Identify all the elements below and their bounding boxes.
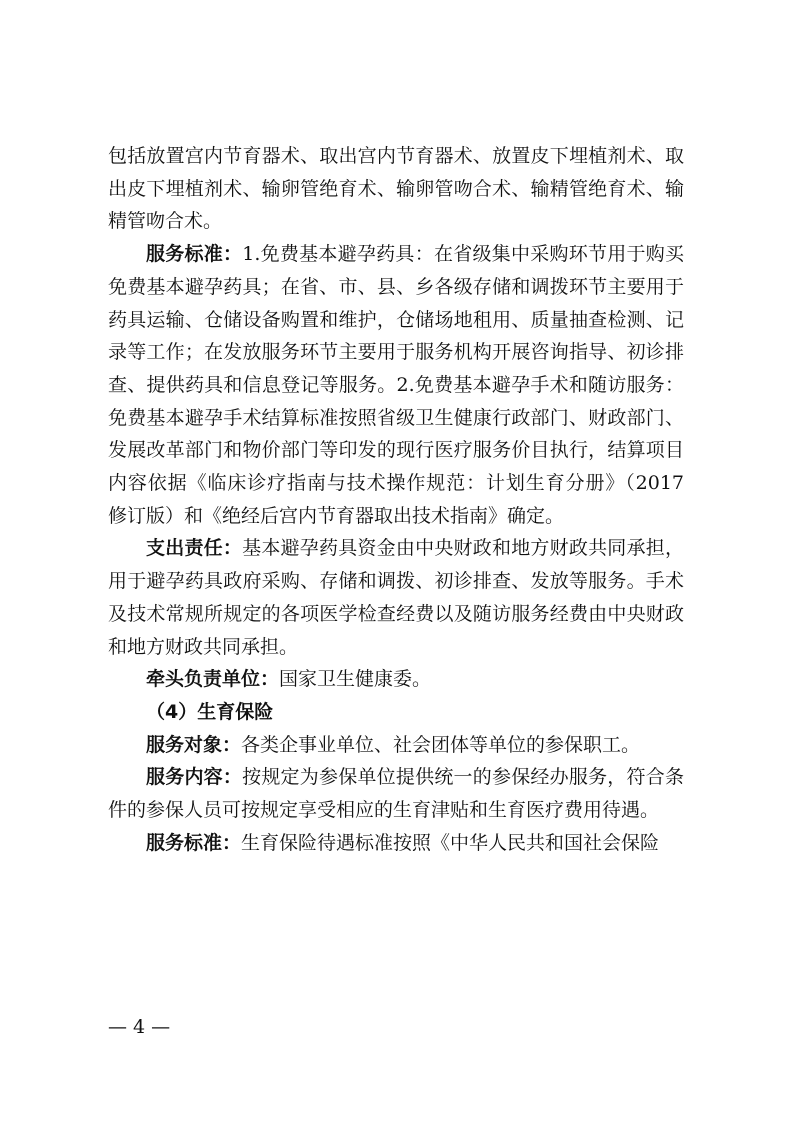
paragraph-service-target	[108, 729, 684, 762]
document-body	[108, 140, 684, 859]
label-service-content: 服务内容：	[146, 766, 243, 789]
paragraph-surgery-list: 包括放置宫内节育器术、取出宫内节育器术、放置皮下埋植剂术、取出皮下埋植剂术、输卵管绝育术、输卵管吻合术、输精管绝育术、输精管吻合术。	[108, 145, 684, 233]
paragraph-service-standard-1	[108, 238, 684, 532]
text-expenditure-responsibility: 基本避孕药具资金由中央财政和地方财政共同承担，用于避孕药具政府采购、存储和调拨、初诊排查、发放等服务。手术及技术常规所规定的各项医学检查经费以及随访服务经费由中央财政和地方财政共同承担。	[108, 537, 684, 658]
paragraph-expenditure-responsibility	[108, 532, 684, 663]
page-number: — 4 —	[108, 1016, 171, 1038]
section-heading-maternity-insurance: （4）生育保险	[146, 700, 274, 723]
text-service-standard: 1.免费基本避孕药具：在省级集中采购环节用于购买免费基本避孕药具；在省、市、县、乡各级存储和调拨环节主要用于药具运输、仓储设备购置和维护，仓储场地租用、质量抽查检测、记录等工作；在发放服务环节主要用于服务机构开展咨询指导、初诊排查、提供药具和信息登记等服务。2.免费基本避孕手术和随访服务：免费基本避孕手术结算标准按照省级卫生健康行政部门、财政部门、发展改革部门和物价部门等印发的现行医疗服务价目执行，结算项目内容依据《临床诊疗指南与技术操作规范：计划生育分册》（2017 修订版）和《绝经后宫内节育器取出技术指南》确定。	[108, 243, 684, 527]
label-lead-unit: 牵头负责单位：	[146, 668, 280, 691]
label-service-standard: 服务标准：	[146, 243, 243, 266]
text-service-content: 按规定为参保单位提供统一的参保经办服务，符合条件的参保人员可按规定享受相应的生育津贴和生育医疗费用待遇。	[108, 766, 684, 822]
text-service-standard-2: 生育保险待遇标准按照《中华人民共和国社会保险	[241, 831, 660, 854]
text-lead-unit: 国家卫生健康委。	[279, 668, 432, 691]
paragraph-service-content	[108, 761, 684, 826]
label-service-target: 服务对象：	[146, 733, 242, 756]
label-service-standard-2: 服务标准：	[146, 831, 242, 854]
text-service-target: 各类企事业单位、社会团体等单位的参保职工。	[241, 733, 641, 756]
label-expenditure-responsibility: 支出责任：	[146, 537, 243, 560]
paragraph-service-standard-2	[108, 827, 684, 860]
paragraph-lead-unit	[108, 663, 684, 696]
